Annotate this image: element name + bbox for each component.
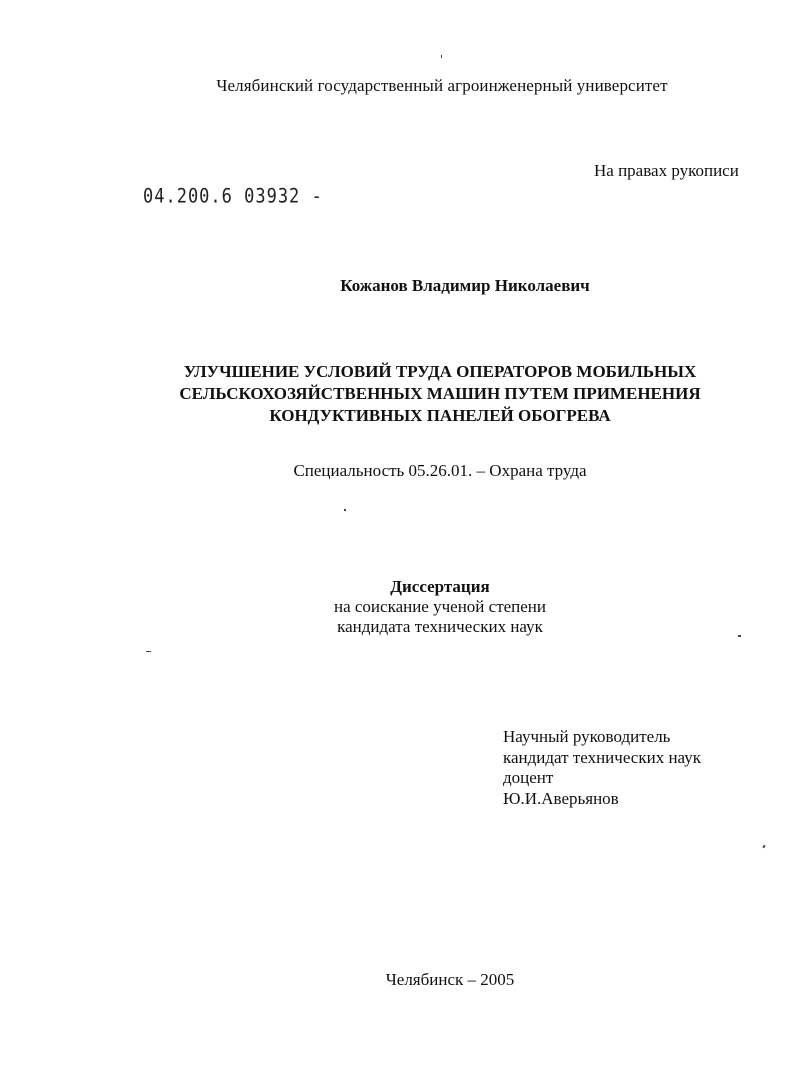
scan-speck (762, 845, 765, 849)
title-line-2: СЕЛЬСКОХОЗЯЙСТВЕННЫХ МАШИН ПУТЕМ ПРИМЕНЕНИЯ (179, 384, 701, 403)
university-name: Челябинский государственный агроинженерный университет (216, 76, 668, 95)
city-and-year: Челябинск – 2005 (385, 970, 515, 989)
supervisor-block (503, 727, 701, 809)
scan-speck (344, 509, 346, 511)
title-line-3: КОНДУКТИВНЫХ ПАНЕЛЕЙ ОБОГРЕВА (269, 406, 611, 425)
degree-line-1: на соискание ученой степени (333, 597, 547, 616)
author-name: Кожанов Владимир Николаевич (340, 276, 590, 295)
dissertation-degree-block (0, 577, 792, 637)
registration-stamp-number: 04.200.6 03932 - (143, 185, 323, 208)
supervisor-role: Научный руководитель (503, 727, 671, 746)
dissertation-heading: Диссертация (390, 577, 490, 596)
scan-speck (738, 635, 741, 637)
supervisor-rank: доцент (503, 768, 554, 787)
supervisor-degree: кандидат технических наук (503, 747, 701, 767)
dissertation-title (0, 361, 792, 427)
manuscript-rights-note: На правах рукописи (594, 161, 739, 180)
title-line-1: УЛУЧШЕНИЕ УСЛОВИЙ ТРУДА ОПЕРАТОРОВ МОБИЛЬНЫХ (183, 362, 697, 381)
scan-speck (146, 651, 151, 652)
degree-line-2: кандидата технических наук (337, 617, 543, 636)
supervisor-name: Ю.И.Аверьянов (503, 788, 619, 808)
scan-speck (441, 55, 442, 58)
specialty-line: Специальность 05.26.01. – Охрана труда (293, 461, 587, 480)
